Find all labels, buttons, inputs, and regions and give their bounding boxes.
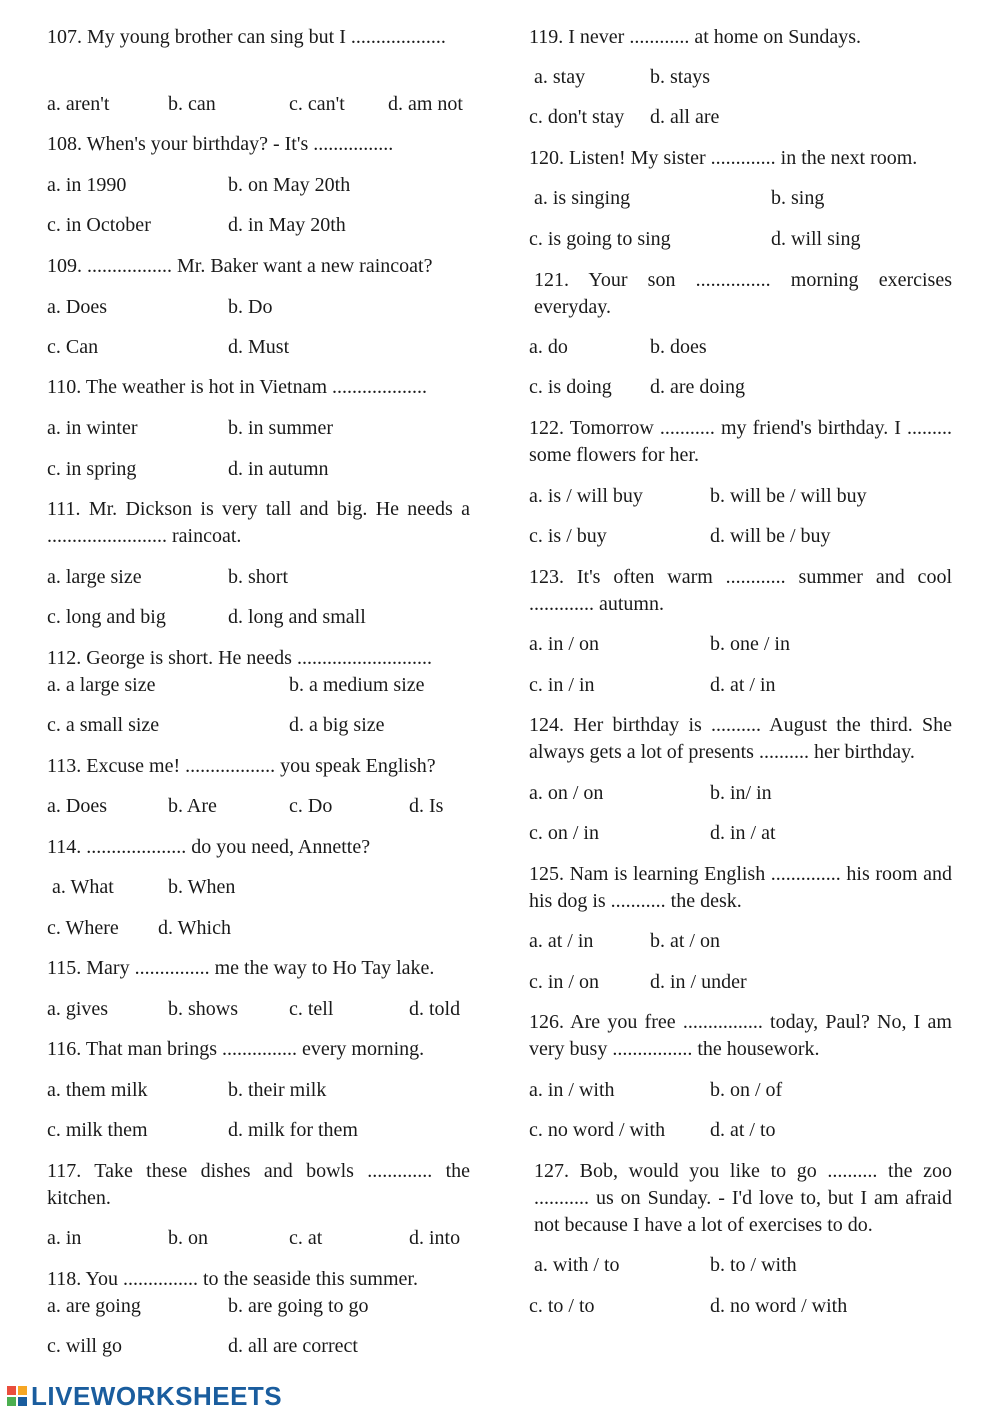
option-d[interactable]: d. milk for them (228, 1119, 358, 1141)
option-d[interactable]: d. at / to (710, 1119, 776, 1141)
options-114 (47, 874, 470, 901)
options-110 (47, 415, 470, 442)
question-119: 119. I never ............ at home on Sundays. (529, 26, 861, 48)
option-d[interactable]: d. all are correct (228, 1335, 358, 1357)
option-b[interactable]: b. sing (771, 187, 825, 209)
option-b[interactable]: b. does (650, 336, 707, 358)
options-118 (47, 1293, 470, 1320)
option-a[interactable]: a. stay (534, 66, 586, 88)
option-d[interactable]: d. into (409, 1227, 461, 1249)
option-b[interactable]: b. one / in (710, 633, 790, 655)
option-c[interactable]: c. Do (289, 795, 333, 817)
option-a[interactable]: a. What (52, 876, 114, 898)
option-a[interactable]: a. gives (47, 998, 109, 1020)
question-117: 117. Take these dishes and bowls ............. the kitchen. (47, 1160, 471, 1209)
options-123-row2 (529, 672, 952, 699)
options-123 (529, 631, 952, 658)
option-c[interactable]: c. long and big (47, 606, 166, 628)
option-a[interactable]: a. Does (47, 795, 107, 817)
options-124-row2 (529, 820, 952, 847)
option-a[interactable]: a. on / on (529, 782, 604, 804)
worksheet-logo-icon (6, 1384, 28, 1408)
question-112: 112. George is short. He needs ........................... (47, 647, 432, 669)
option-a[interactable]: a. in / with (529, 1079, 615, 1101)
option-c[interactable]: c. in spring (47, 458, 137, 480)
question-125: 125. Nam is learning English .............. his room and his dog is ........... the desk. (529, 863, 952, 912)
options-127 (529, 1252, 952, 1279)
option-a[interactable]: a. at / in (529, 930, 594, 952)
option-d[interactable]: d. in / under (650, 971, 747, 993)
option-c[interactable]: c. in October (47, 214, 151, 236)
option-b[interactable]: b. stays (650, 66, 710, 88)
option-c[interactable]: c. milk them (47, 1119, 148, 1141)
options-109 (47, 294, 470, 321)
option-b[interactable]: b. Are (168, 795, 217, 817)
option-d[interactable]: d. in autumn (228, 458, 329, 480)
option-b[interactable]: b. are going to go (228, 1295, 369, 1317)
options-120 (529, 185, 952, 212)
options-110-row2 (47, 456, 470, 483)
question-115: 115. Mary ............... me the way to Ho Tay lake. (47, 957, 435, 979)
options-112 (47, 672, 470, 699)
question-120: 120. Listen! My sister ............. in the next room. (529, 147, 918, 169)
question-126: 126. Are you free ................ today, Paul? No, I am very busy ................ the housework. (529, 1011, 952, 1060)
option-d[interactable]: d. Is (409, 795, 444, 817)
option-a[interactable]: a. do (529, 336, 568, 358)
question-109: 109. ................. Mr. Baker want a new raincoat? (47, 255, 433, 277)
question-116: 116. That man brings ............... every morning. (47, 1038, 425, 1060)
question-121: 121. Your son ............... morning exercises everyday. (534, 269, 952, 318)
option-a[interactable]: a. large size (47, 566, 142, 588)
options-114-row2 (47, 915, 470, 942)
options-121-row2 (529, 374, 952, 401)
question-111: 111. Mr. Dickson is very tall and big. He needs a ........................ raincoat. (47, 498, 471, 547)
option-d[interactable]: d. will be / buy (710, 525, 831, 547)
option-d[interactable]: d. am not (388, 93, 463, 115)
option-c[interactable]: c. can't (289, 93, 345, 115)
options-115 (47, 996, 470, 1023)
option-c[interactable]: c. is going to sing (529, 228, 671, 250)
option-a[interactable]: a. with / to (534, 1254, 620, 1276)
option-c[interactable]: c. to / to (529, 1295, 595, 1317)
option-a[interactable]: a. is / will buy (529, 485, 643, 507)
option-a[interactable]: a. Does (47, 296, 107, 318)
option-c[interactable]: c. is doing (529, 376, 612, 398)
option-b[interactable]: b. short (228, 566, 288, 588)
question-118: 118. You ............... to the seaside this summer. (47, 1268, 418, 1290)
option-b[interactable]: b. on May 20th (228, 174, 351, 196)
options-107 (47, 91, 470, 118)
option-b[interactable]: b. to / with (710, 1254, 797, 1276)
options-116-row2 (47, 1117, 470, 1144)
options-111 (47, 564, 470, 591)
options-124 (529, 780, 952, 807)
option-d[interactable]: d. Which (158, 917, 231, 939)
option-c[interactable]: c. don't stay (529, 106, 625, 128)
liveworksheets-logo (6, 1381, 282, 1411)
logo-text: LIVEWORKSHEETS (31, 1380, 283, 1411)
option-b[interactable]: b. shows (168, 998, 239, 1020)
options-117 (47, 1225, 470, 1252)
options-111-row2 (47, 604, 470, 631)
option-b[interactable]: b. When (168, 876, 236, 898)
question-107: 107. My young brother can sing but I ................... (47, 26, 446, 48)
options-121 (529, 334, 952, 361)
options-113 (47, 793, 470, 820)
option-a[interactable]: a. is singing (534, 187, 631, 209)
option-d[interactable]: d. will sing (771, 228, 861, 250)
option-b[interactable]: b. a medium size (289, 674, 425, 696)
option-c[interactable]: c. is / buy (529, 525, 607, 547)
option-a[interactable]: a. them milk (47, 1079, 148, 1101)
options-126-row2 (529, 1117, 952, 1144)
option-d[interactable]: d. in / at (710, 822, 776, 844)
options-119-row2 (529, 104, 952, 131)
option-a[interactable]: a. in winter (47, 417, 138, 439)
options-109-row2 (47, 334, 470, 361)
options-122-row2 (529, 523, 952, 550)
option-c[interactable]: c. Can (47, 336, 99, 358)
option-b[interactable]: b. can (168, 93, 216, 115)
question-122: 122. Tomorrow ........... my friend's birthday. I ......... some flowers for her. (529, 417, 952, 466)
question-124: 124. Her birthday is .......... August the third. She always gets a lot of presents .......... her birthday. (529, 714, 953, 763)
question-123: 123. It's often warm ............ summer and cool ............. autumn. (529, 566, 952, 615)
option-b[interactable]: b. in summer (228, 417, 333, 439)
option-c[interactable]: c. will go (47, 1335, 122, 1357)
options-125 (529, 928, 952, 955)
option-c[interactable]: c. in / on (529, 971, 599, 993)
option-a[interactable]: a. a large size (47, 674, 156, 696)
options-122 (529, 483, 952, 510)
option-b[interactable]: b. will be / will buy (710, 485, 867, 507)
option-d[interactable]: d. in May 20th (228, 214, 346, 236)
option-d[interactable]: d. no word / with (710, 1295, 848, 1317)
option-d[interactable]: d. Must (228, 336, 290, 358)
options-127-row2 (529, 1293, 952, 1320)
option-c[interactable]: c. no word / with (529, 1119, 666, 1141)
options-108-row2 (47, 212, 470, 239)
options-119 (529, 64, 952, 91)
option-c[interactable]: c. a small size (47, 714, 160, 736)
option-b[interactable]: b. in/ in (710, 782, 772, 804)
option-a[interactable]: a. are going (47, 1295, 141, 1317)
option-d[interactable]: d. told (409, 998, 461, 1020)
question-108: 108. When's your birthday? - It's ................ (47, 133, 394, 155)
option-c[interactable]: c. at (289, 1227, 323, 1249)
option-a[interactable]: a. aren't (47, 93, 110, 115)
option-c[interactable]: c. in / in (529, 674, 595, 696)
option-d[interactable]: d. a big size (289, 714, 385, 736)
option-c[interactable]: c. Where (47, 917, 119, 939)
options-116 (47, 1077, 470, 1104)
option-b[interactable]: b. their milk (228, 1079, 327, 1101)
options-120-row2 (529, 226, 952, 253)
question-114: 114. .................... do you need, Annette? (47, 836, 371, 858)
question-113: 113. Excuse me! .................. you speak English? (47, 755, 436, 777)
option-d[interactable]: d. at / in (710, 674, 776, 696)
option-a[interactable]: a. in 1990 (47, 174, 127, 196)
option-a[interactable]: a. in (47, 1227, 82, 1249)
options-125-row2 (529, 969, 952, 996)
options-108 (47, 172, 470, 199)
question-110: 110. The weather is hot in Vietnam ................... (47, 376, 428, 398)
option-b[interactable]: b. on / of (710, 1079, 783, 1101)
option-c[interactable]: c. on / in (529, 822, 599, 844)
options-112-row2 (47, 712, 470, 739)
option-d[interactable]: d. are doing (650, 376, 745, 398)
option-b[interactable]: b. at / on (650, 930, 720, 952)
option-d[interactable]: d. long and small (228, 606, 366, 628)
option-b[interactable]: b. on (168, 1227, 208, 1249)
option-c[interactable]: c. tell (289, 998, 334, 1020)
option-a[interactable]: a. in / on (529, 633, 599, 655)
option-d[interactable]: d. all are (650, 106, 720, 128)
options-126 (529, 1077, 952, 1104)
options-118-row2 (47, 1333, 470, 1360)
question-127: 127. Bob, would you like to go .......... the zoo ........... us on Sunday. - I'd love to, but I am afraid not because I have a lot of exercises to do. (534, 1160, 953, 1236)
option-b[interactable]: b. Do (228, 296, 273, 318)
